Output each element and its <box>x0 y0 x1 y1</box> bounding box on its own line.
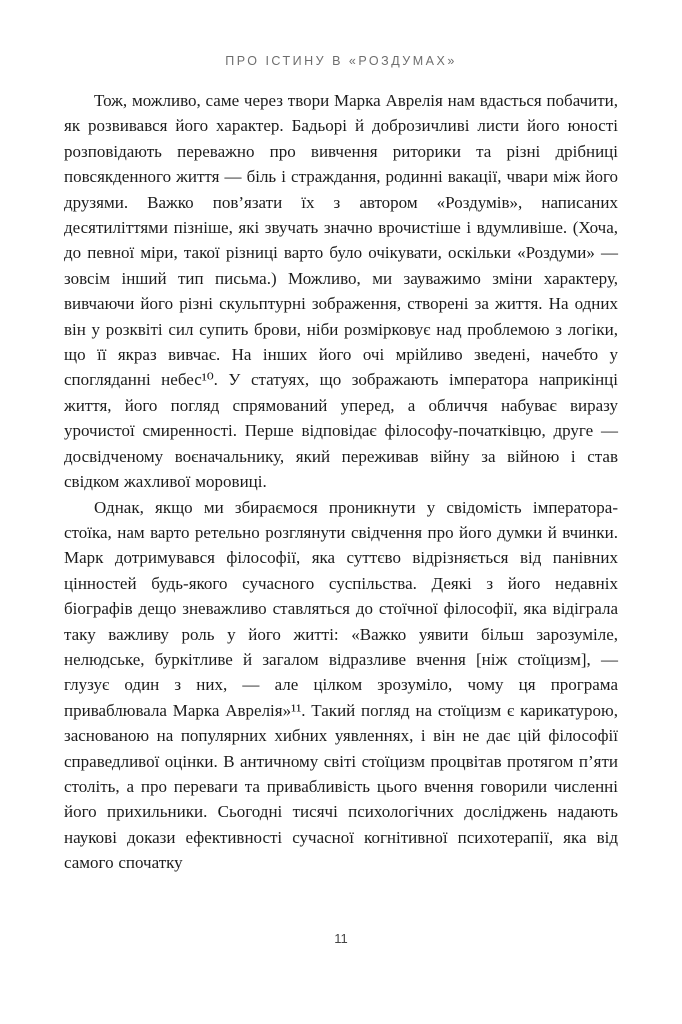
body-paragraph: Тож, можливо, саме через твори Марка Аврелія нам вдасться побачити, як розвивався його характер. Бадьорі й доброзичливі листи його юності розповідають переважно про вивчення риторики та різні дрібниці повсякденного життя — біль і страждання, родинні вакації, чвари між його друзями. Важко пов’язати їх з автором «Роздумів», написаних десятиліттями пізніше, які звучать значно врочистіше і вдумливіше. (Хоча, до певної міри, такої різниці варто було очікувати, оскільки «Роздуми» — зовсім інший тип письма.) Можливо, ми зауважимо зміни характеру, вивчаючи його різні скульптурні зображення, створені за життя. На одних він у розквіті сил супить брови, ніби розмірковує над проблемою з логіки, що її якраз вивчає. На інших його очі мрійливо зведені, начебто у спогляданні небес¹⁰. У статуях, що зображають імператора наприкінці життя, його погляд спрямований уперед, а обличчя набуває виразу урочистої смиренності. Перше відповідає філософу-початківцю, друге — досвідченому воєначальнику, який переживав війну за війною і став свідком жахливої моровиці. <box>64 91 618 492</box>
page-number: 11 <box>334 931 348 946</box>
body-text-block <box>64 88 618 876</box>
running-head: ПРО ІСТИНУ В «РОЗДУМАХ» <box>225 54 457 68</box>
body-paragraph: Однак, якщо ми збираємося проникнути у свідомість імператора-стоїка, нам варто ретельно розглянути свідчення про його думки й вчинки. Марк дотримувався філософії, яка суттєво відрізняється від панівних цінностей будь-якого сучасного суспільства. Деякі з його недавніх біографів дещо зневажливо ставляться до стоїчної філософії, яка відіграла таку важливу роль у його житті: «Важко уявити більш зарозуміле, нелюдське, буркітливе й загалом відразливе вчення [ніж стоїцизм], — глузує один з них, — але цілком зрозуміло, чому ця програма приваблювала Марка Аврелія»¹¹. Такий погляд на стоїцизм є карикатурою, заснованою на популярних хибних уявленнях, і він не дає цій філософії справедливої оцінки. В античному світі стоїцизм процвітав протягом п’яти століть, а про переваги та привабливість цього вчення говорили численні його прихильники. Сьогодні тисячі психологічних досліджень надають наукові докази ефективності сучасної когнітивної психотерапії, яка від самого спочатку <box>64 497 618 873</box>
